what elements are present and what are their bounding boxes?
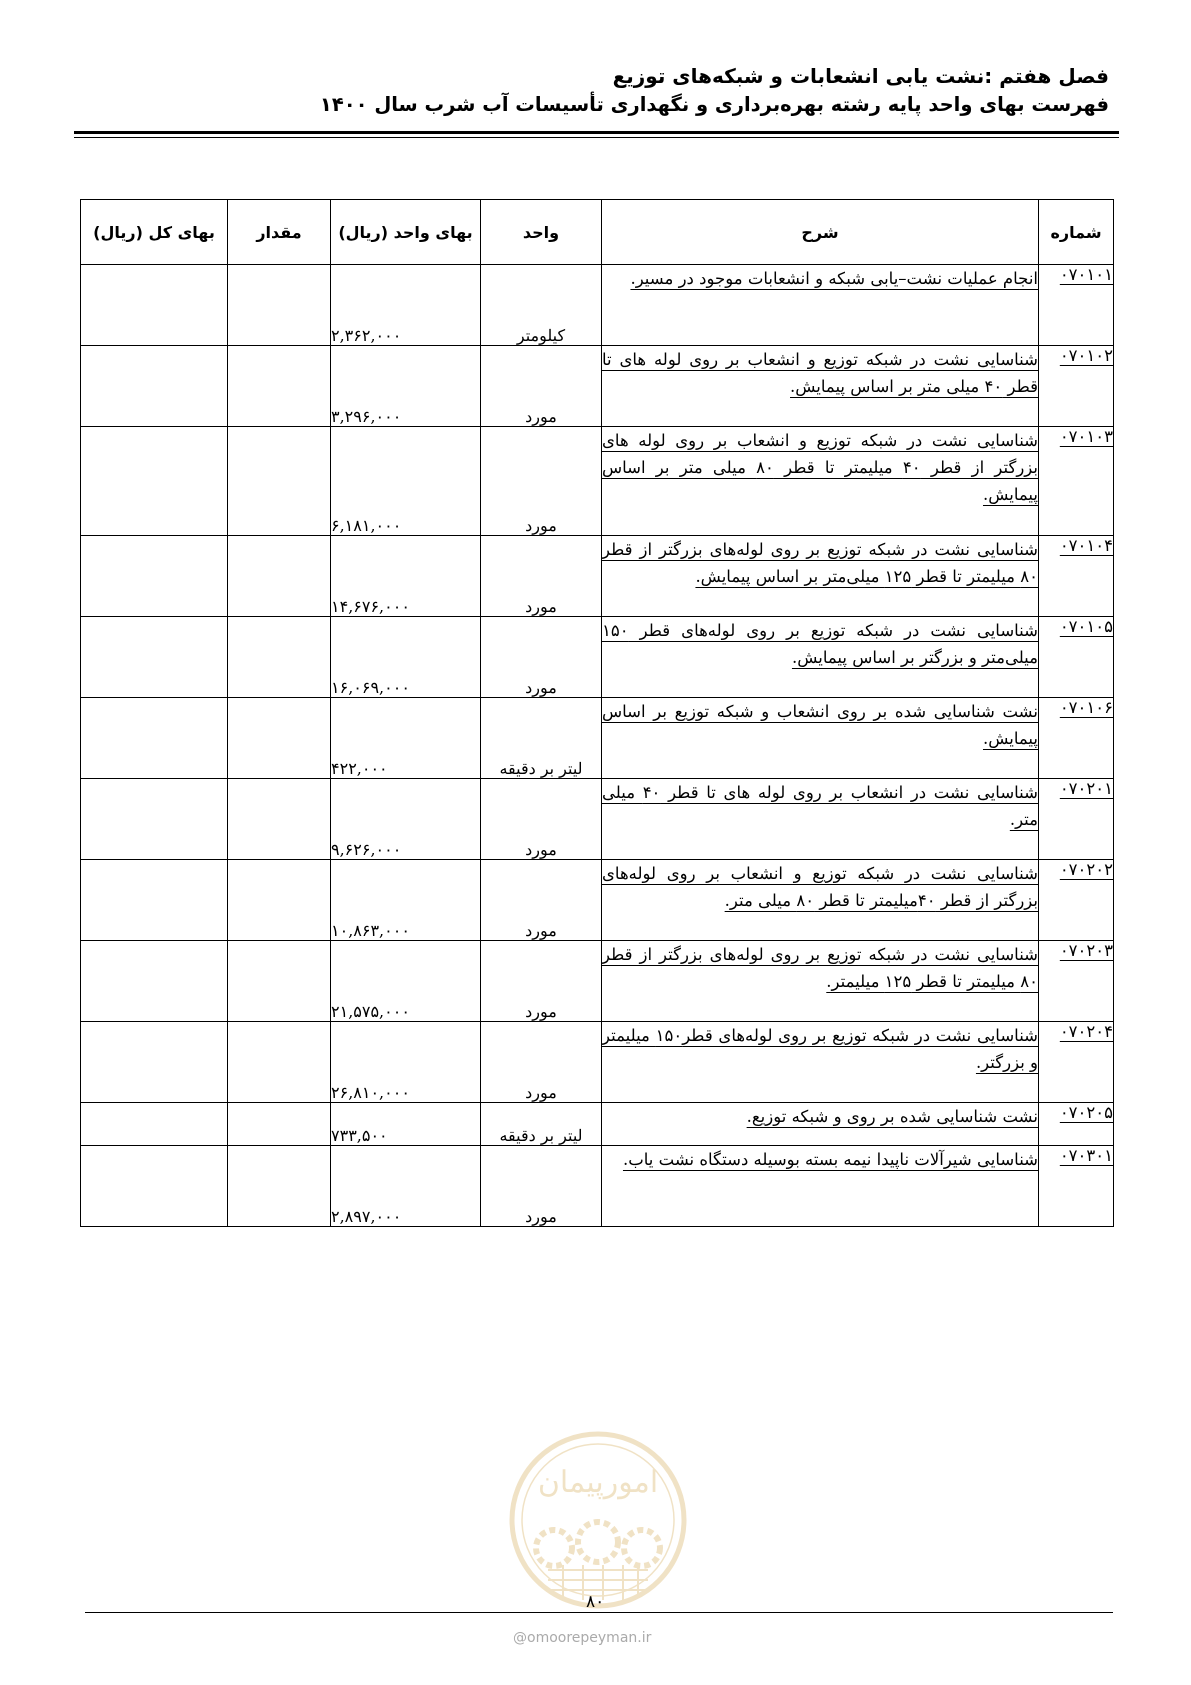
header-rule-thin: [74, 137, 1119, 138]
item-description: شناسایی نشت در شبکه توزیع و انشعاب بر روی لوله های تا قطر ۴۰ میلی متر بر اساس پیمایش.: [602, 346, 1039, 427]
item-description: شناسایی نشت در شبکه توزیع بر روی لوله‌های بزرگتر از قطر ۸۰ میلیمتر تا قطر ۱۲۵ میلیمتر.: [602, 941, 1039, 1022]
item-code: ۰۷۰۲۰۵: [1039, 1103, 1114, 1146]
table-row: [81, 860, 1114, 941]
list-title: فهرست بهای واحد پایه رشته بهره‌برداری و نگهداری تأسیسات آب شرب سال ۱۴۰۰: [319, 93, 1109, 116]
item-code: ۰۷۰۱۰۲: [1039, 346, 1114, 427]
item-code: ۰۷۰۱۰۴: [1039, 536, 1114, 617]
item-qty: [228, 698, 331, 779]
item-code: ۰۷۰۲۰۱: [1039, 779, 1114, 860]
item-total: [81, 941, 228, 1022]
item-description: شناسایی نشت در شبکه توزیع و انشعاب بر روی لوله‌های بزرگتر از قطر ۴۰میلیمتر تا قطر ۸۰ میلی متر.: [602, 860, 1039, 941]
table-row: [81, 1103, 1114, 1146]
item-description: نشت شناسایی شده بر روی انشعاب و شبکه توزیع بر اساس پیمایش.: [602, 698, 1039, 779]
item-qty: [228, 860, 331, 941]
col-header-desc: شرح: [602, 200, 1039, 265]
watermark-text: امورپیمان: [537, 1465, 659, 1500]
item-code: ۰۷۰۱۰۶: [1039, 698, 1114, 779]
item-unit: مورد: [481, 1022, 602, 1103]
item-unit-price: ۲,۳۶۲,۰۰۰: [331, 265, 481, 346]
col-header-code: شماره: [1039, 200, 1114, 265]
table-row: [81, 1022, 1114, 1103]
item-unit: لیتر بر دقیقه: [481, 698, 602, 779]
item-unit: مورد: [481, 1146, 602, 1227]
table-row: [81, 265, 1114, 346]
item-total: [81, 536, 228, 617]
item-description: انجام عملیات نشت–یابی شبکه و انشعابات موجود در مسیر.: [602, 265, 1039, 346]
item-total: [81, 617, 228, 698]
table-row: [81, 941, 1114, 1022]
item-unit-price: ۲۱,۵۷۵,۰۰۰: [331, 941, 481, 1022]
table-row: [81, 346, 1114, 427]
item-description: شناسایی نشت در شبکه توزیع بر روی لوله‌های بزرگتر از قطر ۸۰ میلیمتر تا قطر ۱۲۵ میلی‌متر بر اساس پیمایش.: [602, 536, 1039, 617]
item-unit: مورد: [481, 779, 602, 860]
item-unit: مورد: [481, 860, 602, 941]
item-qty: [228, 941, 331, 1022]
item-description: شناسایی نشت در شبکه توزیع بر روی لوله‌های قطر ۱۵۰ میلی‌متر و بزرگتر بر اساس پیمایش.: [602, 617, 1039, 698]
item-unit-price: ۶,۱۸۱,۰۰۰: [331, 427, 481, 536]
item-unit-price: ۲,۸۹۷,۰۰۰: [331, 1146, 481, 1227]
item-total: [81, 698, 228, 779]
price-table: [80, 199, 1114, 1227]
item-unit-price: ۴۲۲,۰۰۰: [331, 698, 481, 779]
item-unit: مورد: [481, 536, 602, 617]
table-row: [81, 427, 1114, 536]
chapter-title: فصل هفتم :نشت یابی انشعابات و شبکه‌های توزیع: [612, 64, 1109, 88]
table-header-row: [81, 200, 1114, 265]
item-unit-price: ۱۶,۰۶۹,۰۰۰: [331, 617, 481, 698]
item-unit-price: ۱۴,۶۷۶,۰۰۰: [331, 536, 481, 617]
item-code: ۰۷۰۱۰۵: [1039, 617, 1114, 698]
table-row: [81, 1146, 1114, 1227]
table-row: [81, 536, 1114, 617]
item-total: [81, 427, 228, 536]
item-code: ۰۷۰۱۰۱: [1039, 265, 1114, 346]
col-header-unit: واحد: [481, 200, 602, 265]
item-qty: [228, 617, 331, 698]
item-total: [81, 346, 228, 427]
item-qty: [228, 1103, 331, 1146]
item-description: شناسایی نشت در انشعاب بر روی لوله های تا قطر ۴۰ میلی متر.: [602, 779, 1039, 860]
col-header-total: بهای کل (ریال): [81, 200, 228, 265]
col-header-unit-price: بهای واحد (ریال): [331, 200, 481, 265]
item-unit-price: ۷۳۳,۵۰۰: [331, 1103, 481, 1146]
watermark-seal: [508, 1430, 688, 1610]
item-unit-price: ۳,۲۹۶,۰۰۰: [331, 346, 481, 427]
item-qty: [228, 536, 331, 617]
item-qty: [228, 1146, 331, 1227]
table-row: [81, 698, 1114, 779]
item-description: شناسایی شیرآلات ناپیدا نیمه بسته بوسیله دستگاه نشت یاب.: [602, 1146, 1039, 1227]
item-unit: کیلومتر: [481, 265, 602, 346]
item-code: ۰۷۰۲۰۲: [1039, 860, 1114, 941]
item-unit-price: ۱۰,۸۶۳,۰۰۰: [331, 860, 481, 941]
item-description: شناسایی نشت در شبکه توزیع بر روی لوله‌های قطر۱۵۰ میلیمتر و بزرگتر.: [602, 1022, 1039, 1103]
item-total: [81, 1146, 228, 1227]
item-unit: لیتر بر دقیقه: [481, 1103, 602, 1146]
item-qty: [228, 265, 331, 346]
item-code: ۰۷۰۲۰۳: [1039, 941, 1114, 1022]
table-row: [81, 617, 1114, 698]
item-unit-price: ۹,۶۲۶,۰۰۰: [331, 779, 481, 860]
item-total: [81, 779, 228, 860]
footer-rule: [85, 1612, 1113, 1613]
table-row: [81, 779, 1114, 860]
item-code: ۰۷۰۱۰۳: [1039, 427, 1114, 536]
item-total: [81, 1022, 228, 1103]
item-qty: [228, 1022, 331, 1103]
page-header: [320, 62, 1109, 120]
item-unit: مورد: [481, 427, 602, 536]
item-qty: [228, 427, 331, 536]
col-header-qty: مقدار: [228, 200, 331, 265]
item-qty: [228, 779, 331, 860]
site-watermark: @omoorepeyman.ir: [513, 1630, 652, 1646]
item-unit: مورد: [481, 346, 602, 427]
item-total: [81, 1103, 228, 1146]
item-unit: مورد: [481, 941, 602, 1022]
item-description: شناسایی نشت در شبکه توزیع و انشعاب بر روی لوله های بزرگتر از قطر ۴۰ میلیمتر تا قطر ۸۰ میلی متر بر اساس پیمایش.: [602, 427, 1039, 536]
item-code: ۰۷۰۲۰۴: [1039, 1022, 1114, 1103]
item-code: ۰۷۰۳۰۱: [1039, 1146, 1114, 1227]
item-unit-price: ۲۶,۸۱۰,۰۰۰: [331, 1022, 481, 1103]
page-number: ۸۰: [586, 1592, 605, 1612]
item-total: [81, 860, 228, 941]
item-unit: مورد: [481, 617, 602, 698]
item-total: [81, 265, 228, 346]
item-description: نشت شناسایی شده بر روی و شبکه توزیع.: [602, 1103, 1039, 1146]
header-rule-thick: [74, 131, 1119, 134]
item-qty: [228, 346, 331, 427]
